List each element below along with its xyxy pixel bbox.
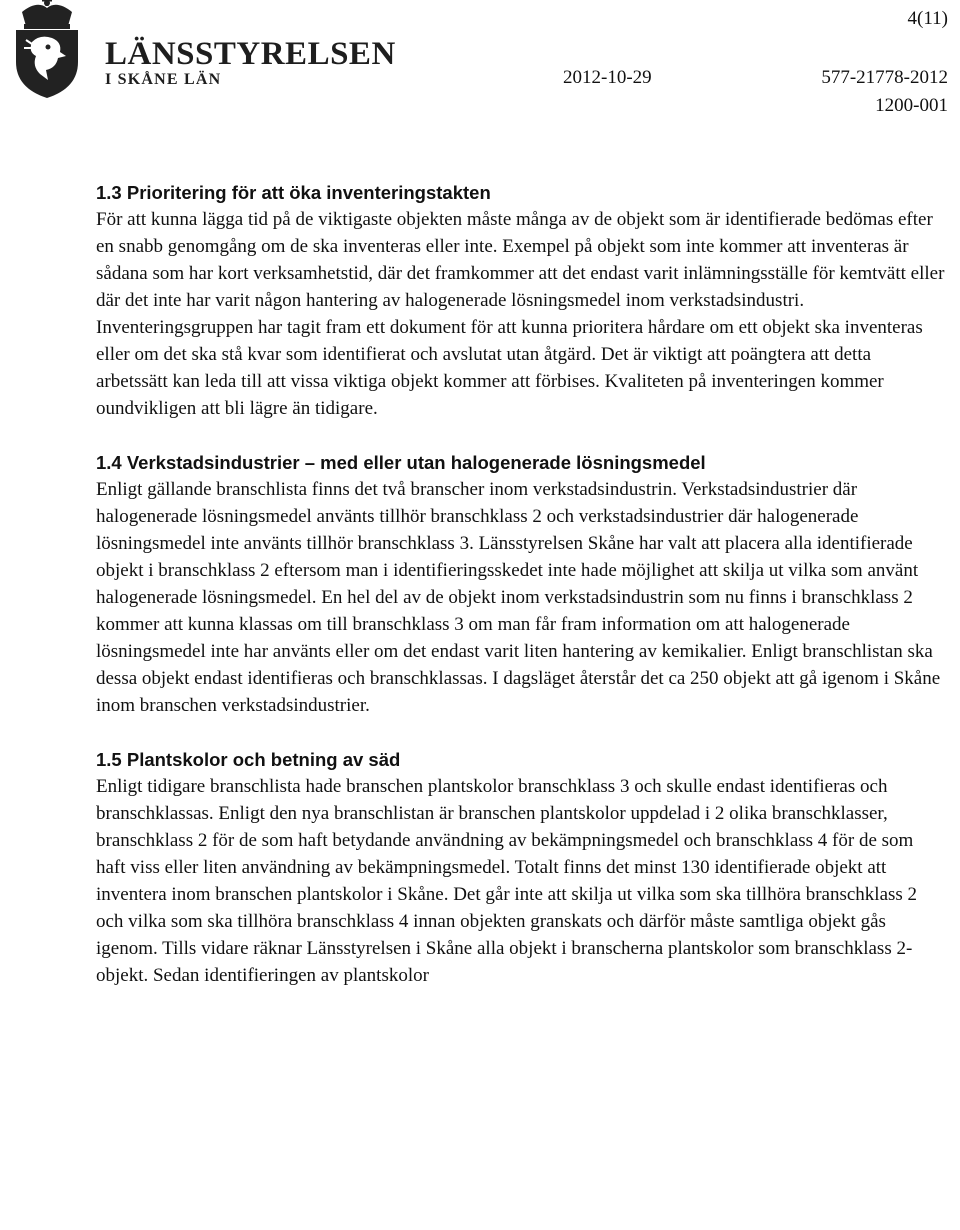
section-paragraph: Enligt tidigare branschlista hade branschen plantskolor branschklass 3 och skulle endast identifieras och branschklassas. Enligt den nya branschlistan är branschen plantskolor uppdelad i 2 olika branschklasser, branschklass 2 för de som haft betydande användning av bekämpningsmedel och branschklass 4 för de som haft viss eller liten användning av bekämpningsmedel. Totalt finns det minst 130 identifierade objekt att inventera inom branschen plantskolor i Skåne. Det går inte att skilja ut vilka som ska tillhöra branschklass 2 och vilka som ska tillhöra branschklass 4 innan objekten granskats och därför måste samtliga objekt gås igenom. Tills vidare räknar Länsstyrelsen i Skåne alla objekt i branscherna plantskolor som branschklass 2-objekt. Sedan identifieringen av plantskolor (96, 776, 918, 986)
section-heading: 1.4 Verkstadsindustrier – med eller utan halogenerade lösningsmedel (96, 452, 706, 473)
page-number: 4(11) (907, 8, 948, 29)
logo-subtitle: I SKÅNE LÄN (105, 71, 222, 88)
section-1-4 (96, 449, 946, 719)
agency-logo (0, 0, 396, 100)
coat-of-arms-icon (2, 0, 102, 100)
reference-number: 577-21778-2012 (821, 67, 948, 88)
section-paragraph: Enligt gällande branschlista finns det två branscher inom verkstadsindustrin. Verkstadsindustrier där halogenerade lösningsmedel använts tillhör branschklass 2 och verkstadsindustrier där halogenerade lösningsmedel inte använts tillhör branschklass 3. Länsstyrelsen Skåne har valt att placera alla identifierade objekt i branschklass 2 eftersom man i identifieringsskedet inte hade möjlighet att skilja ut vilka som använt halogenerade lösningsmedel. En hel del av de objekt inom verkstadsindustrin som nu finns i branschklass 2 kommer att kunna klassas om till branschklass 3 om man får fram information om att halogenerade lösningsmedel inte har använts eller om det endast varit liten hantering av kemikalier. Enligt branschlistan ska dessa objekt endast identifieras och branschklassas. I dagsläget återstår det ca 250 objekt att gå igenom i Skåne inom branschen verkstadsindustrier. (96, 479, 941, 716)
reference-number-suffix: 1200-001 (875, 95, 948, 116)
section-1-5 (96, 746, 946, 989)
logo-name: LÄNSSTYRELSEN (105, 36, 396, 72)
section-heading: 1.5 Plantskolor och betning av säd (96, 749, 401, 770)
document-date: 2012-10-29 (563, 67, 652, 88)
document-body (96, 179, 946, 1016)
section-1-3 (96, 179, 946, 422)
section-heading: 1.3 Prioritering för att öka inventeringstakten (96, 182, 491, 203)
section-paragraph: För att kunna lägga tid på de viktigaste objekten måste många av de objekt som är identifierade bedömas efter en snabb genomgång om de ska inventeras eller inte. Exempel på objekt som inte kommer att inventeras är sådana som har kort verksamhetstid, där det framkommer att det endast varit inlämningsställe för kemtvätt eller där det inte har varit någon hantering av halogenerade lösningsmedel inom verkstadsindustri. Inventeringsgruppen har tagit fram ett dokument för att kunna prioritera hårdare om ett objekt ska inventeras eller om det ska stå kvar som identifierat och avslutat utan åtgärd. Det är viktigt att poängtera att detta arbetssätt kan leda till att vissa viktiga objekt kommer att förbises. Kvaliteten på inventeringen kommer oundvikligen att bli lägre än tidigare. (96, 209, 945, 419)
